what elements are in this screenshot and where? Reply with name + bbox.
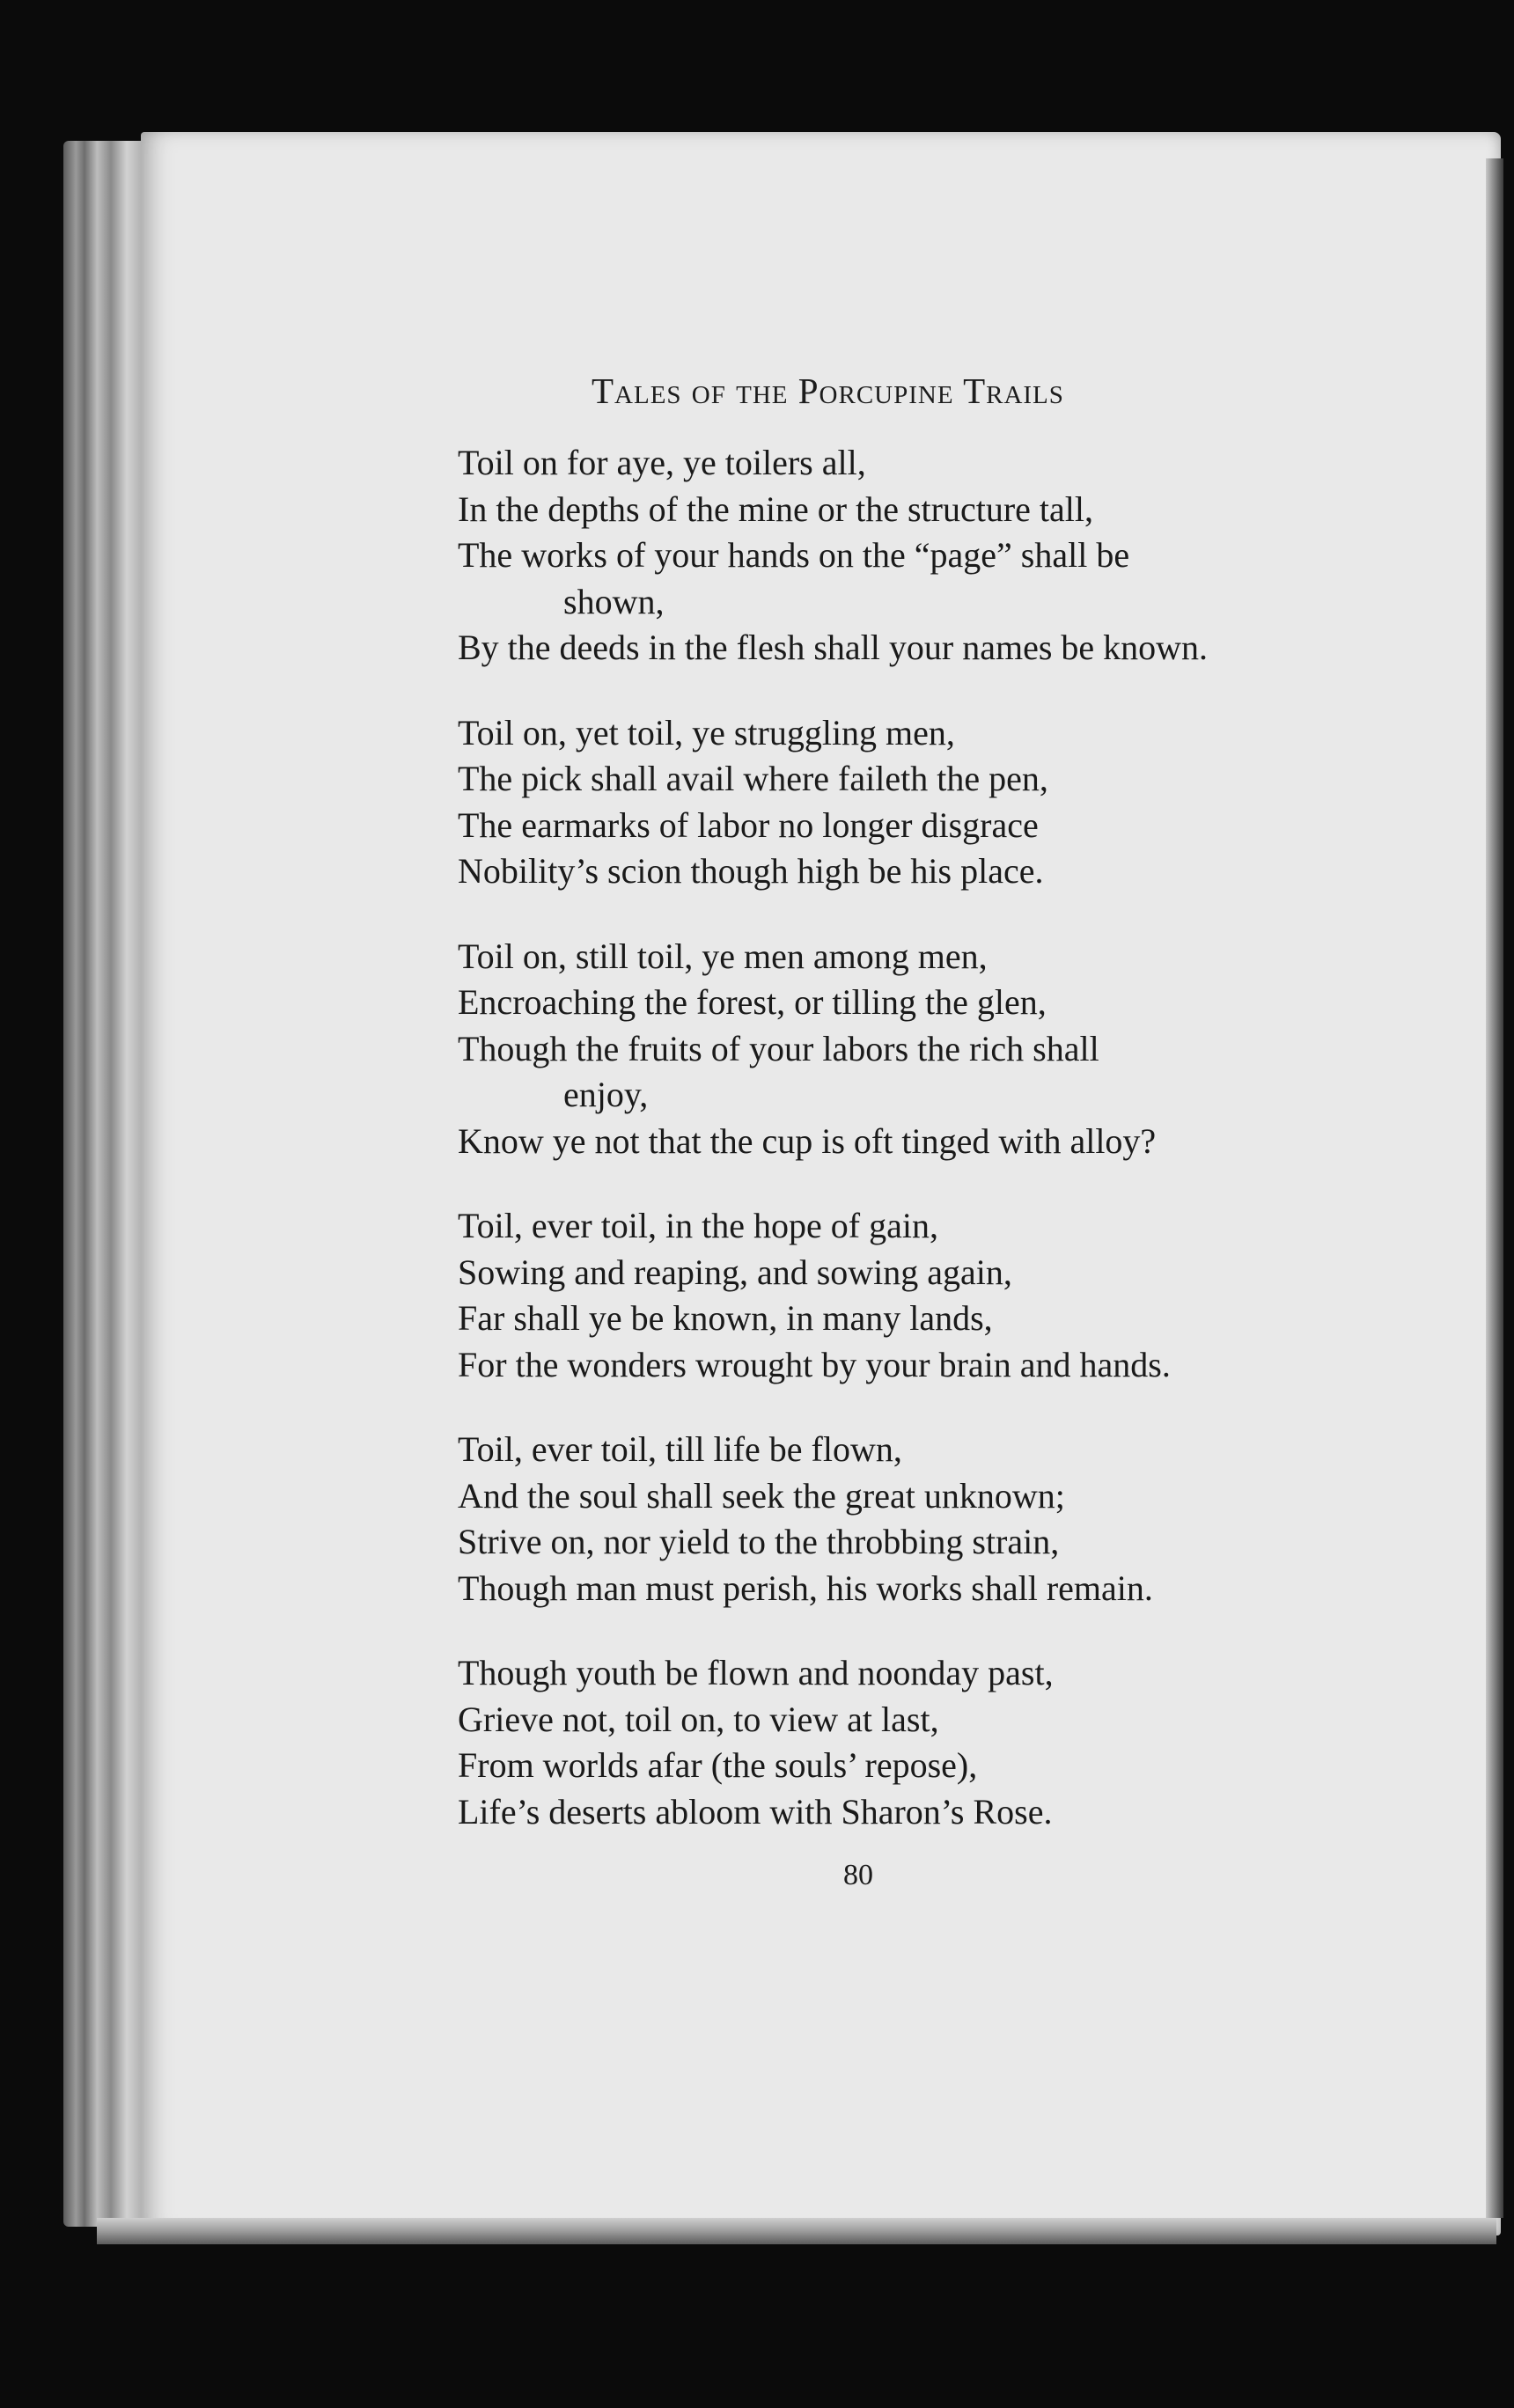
poem-line: Toil on, still toil, ye men among men, [458,936,988,976]
poem-line: By the deeds in the flesh shall your names be known. [458,628,1209,667]
poem-line: Toil, ever toil, in the hope of gain, [458,1206,938,1245]
poem-line-continuation: shown, [563,581,665,621]
poem-line: Far shall ye be known, in many lands, [458,1298,993,1338]
poem-line-continuation: enjoy, [563,1075,649,1114]
poem-line: And the soul shall seek the great unknown; [458,1475,1065,1516]
poem-line: For the wonders wrought by your brain and hands. [458,1344,1171,1384]
poem-line: The pick shall avail where faileth the pen, [458,759,1048,798]
facing-page-edge [1486,158,1503,2218]
poem-line: Toil, ever toil, till life be flown, [458,1429,902,1469]
running-head-text: Tales of the Porcupine Trails [592,371,1064,411]
stanza [458,440,1338,672]
page-bottom-edge [97,2218,1496,2244]
poem-line: Toil on for aye, ye toilers all, [458,443,866,482]
poem-line: Though the fruits of your labors the rich shall [458,1028,1099,1068]
poem-line: Life’s deserts abloom with Sharon’s Rose. [458,1791,1053,1832]
poem-line: Encroaching the forest, or tilling the glen, [458,982,1047,1022]
poem-line: The works of your hands on the “page” shall be [458,535,1130,575]
poem-line: Though man must perish, his works shall remain. [458,1567,1153,1608]
poem [458,440,1338,1874]
stanza [458,934,1338,1165]
poem-line: The earmarks of labor no longer disgrace [458,804,1039,845]
poem-line: Strive on, nor yield to the throbbing strain, [458,1522,1060,1561]
stanza [458,1203,1338,1388]
poem-line: Though youth be flown and noonday past, [458,1653,1054,1692]
poem-line: Nobility’s scion though high be his place. [458,851,1044,891]
stanza [458,1650,1338,1835]
stanza [458,710,1338,895]
running-head [592,370,1190,412]
stanza [458,1427,1338,1611]
page-number: 80 [843,1859,873,1891]
poem-line: Toil on, yet toil, ye struggling men, [458,712,955,752]
poem-line: Grieve not, toil on, to view at last, [458,1699,939,1739]
poem-line: Sowing and reaping, and sowing again, [458,1252,1012,1292]
poem-line: Know ye not that the cup is oft tinged with alloy? [458,1120,1157,1161]
poem-line: From worlds afar (the souls’ repose), [458,1745,978,1785]
poem-line: In the depths of the mine or the structure tall, [458,488,1094,529]
